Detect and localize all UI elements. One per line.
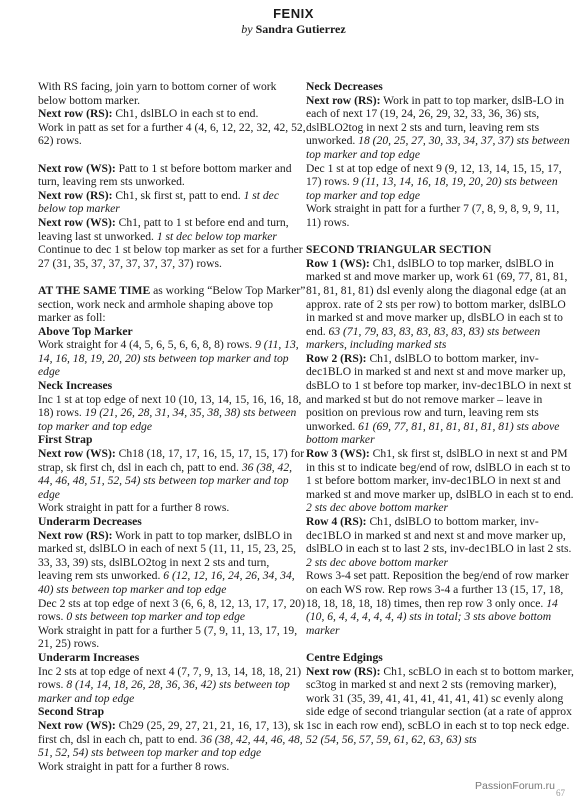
instruction-paragraph <box>306 257 574 352</box>
italic-note: 9 (11, 13, 14, 16, 18, 19, 20, 20) sts between top marker and top edge <box>38 338 299 379</box>
body-text: Continue to dec 1 st below top marker as set for a further 27 (31, 35, 37, 37, 37, 37, 37, 37) rows. <box>38 243 303 270</box>
body-text: Inc 2 sts at top edge of next 4 (7, 7, 9, 13, 14, 18, 18, 21) rows. <box>38 664 302 692</box>
italic-note: 9 (11, 13, 14, 16, 18, 19, 20, 20) sts between top marker and top edge <box>306 175 558 202</box>
instruction-paragraph <box>38 189 306 216</box>
instruction-paragraph <box>38 760 306 774</box>
instruction-paragraph <box>38 80 306 107</box>
italic-note: 52 (54, 56, 57, 59, 61, 62, 63, 63) sts <box>306 732 477 746</box>
instruction-paragraph <box>306 243 574 257</box>
byline <box>0 22 587 37</box>
author-name: Sandra Gutierrez <box>255 22 346 36</box>
instruction-paragraph <box>306 202 574 229</box>
byline-by: by <box>241 22 253 36</box>
italic-note: 1 st dec below top marker <box>156 229 277 243</box>
instruction-paragraph <box>38 501 306 515</box>
bold-text: Underarm Increases <box>38 650 140 664</box>
instruction-paragraph <box>38 705 306 719</box>
body-text: Work straight in patt for a further 7 (7, 8, 9, 8, 9, 9, 11, 11) rows. <box>306 202 560 229</box>
bold-text: Above Top Marker <box>38 324 133 338</box>
body-text: Patt to 1 st before bottom marker and turn, leaving rem sts unworked. <box>38 161 292 189</box>
instruction-paragraph <box>38 651 306 665</box>
bold-text: Next row (WS): <box>38 215 116 229</box>
instruction-paragraph <box>38 393 306 434</box>
instruction-paragraph <box>306 80 574 94</box>
body-text: Work in patt to top marker, dslBLO in marked st, dslBLO in each of next 5 (11, 11, 15, 23, 25, 33, 33, 39) sts, dslBLO2tog in next 2 sts and turn, leaving rem sts unworked. <box>38 528 297 583</box>
instruction-paragraph <box>306 447 574 515</box>
instruction-paragraph <box>306 515 574 569</box>
body-text: Ch1, sk first st, patt to end. <box>112 188 244 202</box>
instruction-paragraph <box>38 338 306 379</box>
instruction-paragraph <box>38 597 306 624</box>
bold-text: Next row (RS): <box>306 664 381 678</box>
body-text: Work straight for 4 (4, 5, 6, 5, 6, 6, 8, 8) rows. <box>38 338 256 352</box>
italic-note: 14 (10, 6, 4, 4, 4, 4, 4, 4) sts in total; 3 sts above bottom marker <box>306 596 558 637</box>
pattern-title: FENIX <box>273 6 314 21</box>
italic-note: 1 st dec below top marker <box>38 188 279 216</box>
instruction-paragraph <box>38 515 306 529</box>
instruction-paragraph <box>306 352 574 447</box>
page-number: 67 <box>556 788 565 798</box>
italic-note: 61 (69, 77, 81, 81, 81, 81, 81, 81) sts above bottom marker <box>306 419 560 447</box>
bold-text: Next row (WS): <box>38 718 116 732</box>
right-column <box>306 80 574 746</box>
body-text: Ch1, dslBLO to bottom marker, inv-dec1BLO in marked st and next st and move marker up, dslBLO in each st to last 2 sts, inv-dec1BLO in last 2 sts. <box>306 515 572 556</box>
instruction-paragraph <box>306 665 574 747</box>
page-header <box>0 6 587 37</box>
italic-note: 8 (14, 14, 18, 26, 28, 36, 36, 42) sts between top marker and top edge <box>38 678 290 705</box>
body-text: Dec 2 sts at top edge of next 3 (6, 6, 8, 12, 13, 17, 17, 20) rows. <box>38 596 305 624</box>
instruction-paragraph <box>38 665 306 706</box>
italic-note: 18 (20, 25, 27, 30, 33, 34, 37, 37) sts between top marker and top edge <box>306 134 570 161</box>
instruction-paragraph <box>38 121 306 148</box>
instruction-paragraph <box>38 284 306 325</box>
body-text: Ch29 (25, 29, 27, 21, 21, 16, 17, 13), sk first ch, dsl in each ch, patt to end. <box>38 718 304 746</box>
body-text: Inc 1 st at top edge of next 10 (10, 13, 14, 15, 16, 16, 18, 18) rows. <box>38 392 302 420</box>
body-text: Ch18 (18, 17, 17, 16, 15, 17, 15, 17) for strap, sk first ch, dsl in each ch, patt to end. <box>38 447 305 474</box>
bold-text: Next row (RS): <box>306 93 381 107</box>
instruction-paragraph <box>38 379 306 393</box>
instruction-paragraph <box>38 447 306 501</box>
italic-note: 63 (71, 79, 83, 83, 83, 83, 83, 83) sts between markers, including marked sts <box>306 324 541 352</box>
bold-text: Row 1 (WS): <box>306 256 370 270</box>
body-text: Ch1, sk first st, dslBLO in next st and PM in this st to indicate beg/end of row, dslBLO in each st to 1 st before bottom marker, inv-dec1BLO in next st and marked st and move marker up, dslBLO in each st to end. <box>306 447 574 501</box>
italic-note: 36 (38, 42, 44, 46, 48, 51, 52, 54) sts between top marker and top edge <box>38 460 293 501</box>
italic-note: 6 (12, 12, 16, 24, 26, 34, 34, 40) sts between top marker and top edge <box>38 569 295 596</box>
instruction-paragraph <box>306 162 574 203</box>
bold-text: Next row (WS): <box>38 447 116 461</box>
instruction-paragraph <box>38 529 306 597</box>
bold-text: Centre Edgings <box>306 650 383 664</box>
instruction-paragraph <box>38 216 306 243</box>
body-text: as working “Below Top Marker” section, work neck and armhole shaping above top marker as foll: <box>38 283 306 325</box>
body-text: Work straight in patt for a further 8 rows. <box>38 759 230 773</box>
body-text: Ch1, dslBLO to bottom marker, inv-dec1BLO in marked st and next st and move marker up, dsBLO to 1 st before top marker, inv-dec1BLO in next st and marked st but do not remove marker – leave in position on previous row and turn, leaving rem sts unworked. <box>306 351 572 433</box>
left-column <box>38 80 306 773</box>
bold-text: Underarm Decreases <box>38 515 142 528</box>
body-text: Work straight in patt for a further 8 rows. <box>38 501 230 515</box>
instruction-paragraph <box>306 94 574 162</box>
bold-text: Row 2 (RS): <box>306 351 367 365</box>
italic-note: 2 sts dec above bottom marker <box>306 501 448 515</box>
body-text: With RS facing, join yarn to bottom corner of work below bottom marker. <box>38 80 277 107</box>
bold-text: Next row (WS): <box>38 161 116 175</box>
body-text: Ch1, patt to 1 st before end and turn, leaving last st unworked. <box>38 215 289 243</box>
instruction-paragraph <box>38 243 306 270</box>
body-text: Ch1, scBLO in each st to bottom marker, sc3tog in marked st and next 2 sts (removing marker), work 31 (35, 39, 41, 41, 41, 41, 41, 41) sc evenly along side edge of second triangular section (at a rate of approx 1sc in each row end), scBLO in each st to top neck edge. <box>306 664 574 732</box>
instruction-paragraph <box>38 107 306 121</box>
body-text: Ch1, dslBLO in each st to end. <box>112 107 259 121</box>
bold-text: Neck Decreases <box>306 80 383 93</box>
bold-text: Next row (RS): <box>38 188 113 202</box>
bold-text: Second Strap <box>38 705 105 719</box>
body-text: Work in patt as set for a further 4 (4, 6, 12, 22, 32, 42, 52, 62) rows. <box>38 120 306 148</box>
body-text: Rows 3-4 set patt. Reposition the beg/end of row marker on each WS row. Rep rows 3-4 a further 13 (15, 17, 18, 18, 18, 18, 18, 18) times, then rep row 3 only once. <box>306 569 569 610</box>
instruction-paragraph <box>38 162 306 189</box>
italic-note: 19 (21, 26, 28, 31, 34, 35, 38, 38) sts between top marker and top edge <box>38 406 297 433</box>
body-text: Ch1, dslBLO to top marker, dslBLO in marked st and move marker up, work 61 (69, 77, 81, 81, 81, 81, 81, 81) dsl evenly along the diagonal edge (at an approx. rate of 2 sts per row) to bottom marker, dslBLO in marked st and move marker up, dlsBLO in each st to end. <box>306 256 568 338</box>
body-text: Work in patt to top marker, dslB-LO in each of next 17 (19, 24, 26, 29, 32, 33, 36, 36) sts, dslBLO2tog in next 2 sts and turn, leaving rem sts unworked. <box>306 93 565 148</box>
bold-text: Neck Increases <box>38 379 113 393</box>
bold-text: Next row (RS): <box>38 107 113 121</box>
instruction-paragraph <box>306 651 574 665</box>
site-watermark: PassionForum.ru <box>475 780 555 792</box>
bold-text: SECOND TRIANGULAR SECTION <box>306 243 492 257</box>
instruction-paragraph <box>306 569 574 637</box>
bold-text: Row 4 (RS): <box>306 515 367 528</box>
instruction-paragraph <box>38 433 306 447</box>
italic-note: 36 (38, 42, 44, 46, 48, 51, 52, 54) sts between top marker and top edge <box>38 732 303 760</box>
instruction-paragraph <box>38 624 306 651</box>
bold-text: Next row (RS): <box>38 528 113 542</box>
bold-text: First Strap <box>38 433 93 447</box>
bold-text: Row 3 (WS): <box>306 447 370 461</box>
italic-note: 2 sts dec above bottom marker <box>306 555 448 569</box>
instruction-paragraph <box>38 719 306 760</box>
bold-text: AT THE SAME TIME <box>38 283 151 297</box>
body-text: Dec 1 st at top edge of next 9 (9, 12, 13, 14, 15, 15, 17, 17) rows. <box>306 161 562 189</box>
instruction-paragraph <box>38 325 306 339</box>
body-text: Work straight in patt for a further 5 (7, 9, 11, 13, 17, 19, 21, 25) rows. <box>38 623 298 651</box>
italic-note: 0 sts between top marker and top edge <box>66 610 246 624</box>
